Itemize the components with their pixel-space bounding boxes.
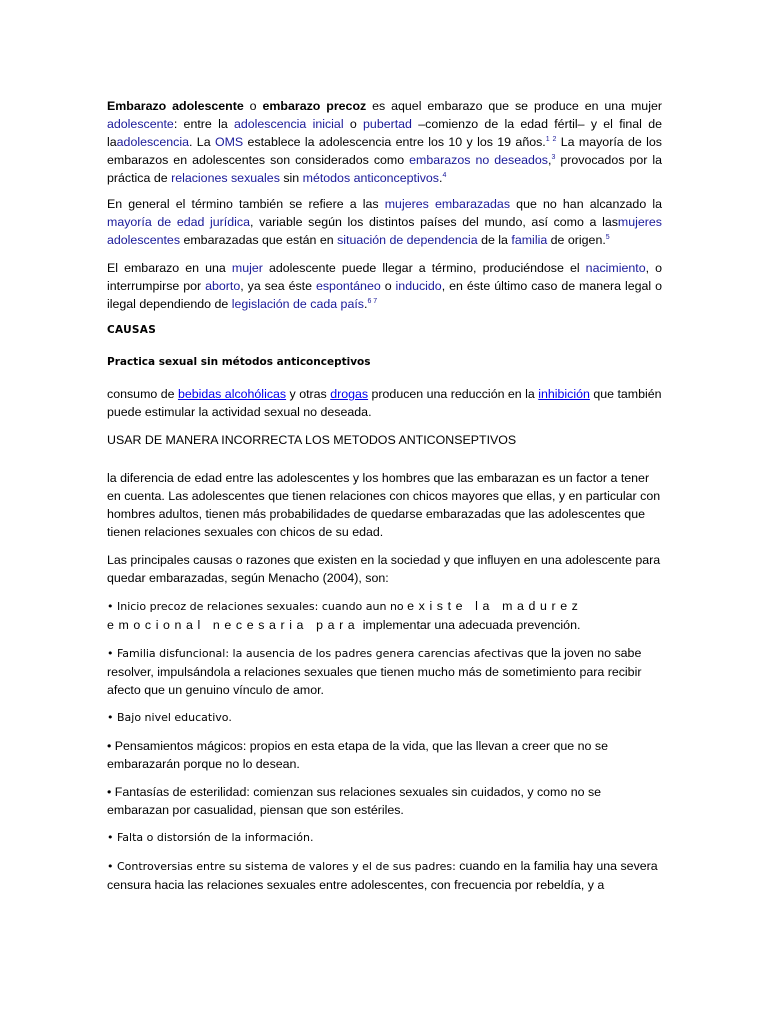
link-mayoria-de-edad[interactable]: mayoría de edad jurídica	[107, 215, 250, 229]
bullet-fantasias-esterilidad: • Fantasías de esterilidad: comienzan sus relaciones sexuales sin cuidados, y como no se embarazan por casualidad, piensan que son estériles.	[107, 785, 602, 817]
footnote-ref[interactable]: 5	[605, 233, 610, 241]
term-embarazo-adolescente: Embarazo adolescente	[107, 99, 244, 113]
link-pubertad[interactable]: pubertad	[363, 117, 412, 131]
footnote-ref[interactable]: 3	[551, 153, 556, 161]
link-inducido[interactable]: inducido	[395, 279, 442, 293]
link-situacion-de-dependencia[interactable]: situación de dependencia	[337, 233, 478, 247]
bullet-pensamientos-magicos: • Pensamientos mágicos: propios en esta etapa de la vida, que las llevan a creer que no se embarazarán porque no lo desean.	[107, 739, 608, 771]
link-adolescencia-inicial[interactable]: adolescencia inicial	[233, 117, 344, 131]
bullet-familia-disfuncional: • Familia disfuncional: la ausencia de los padres genera carencias afectivas que la joven no sabe resolver, impulsándola a relaciones sexuales que tienen mucho más de sometimiento para recibir afecto que un genuino vínculo de amor.	[107, 646, 642, 697]
link-mujer[interactable]: mujer	[231, 261, 263, 275]
heading-usar-metodos: USAR DE MANERA INCORRECTA LOS METODOS ANTICONSEPTIVOS	[107, 433, 517, 447]
section-heading-causas: CAUSAS	[107, 324, 157, 336]
link-mujeres-adolescentes[interactable]: mujeres adolescentes	[107, 215, 662, 247]
bullet-bajo-nivel: • Bajo nivel educativo.	[107, 711, 232, 724]
bullet-controversias: • Controversias entre su sistema de valores y el de sus padres: cuando en la familia hay una severa censura hacia las relaciones sexuales entre adolescentes, con frecuencia por rebeldía, y a	[107, 859, 658, 892]
outcome-paragraph: El embarazo en una mujer adolescente puede llegar a término, produciéndose el nacimiento, o interrumpirse por aborto, ya sea éste espontáneo o inducido, en éste último caso de manera legal o ilegal dependiendo de legislación de cada país.$^{6 7}$	[107, 261, 663, 311]
footnote-ref[interactable]: 4	[442, 171, 447, 179]
bullet-inicio-precoz: • Inicio precoz de relaciones sexuales: cuando aun no existe la madurez emocional necesaria para implementar una adecuada prevención.	[107, 599, 583, 632]
link-espontaneo[interactable]: espontáneo	[315, 279, 381, 293]
link-oms[interactable]: OMS	[214, 135, 244, 149]
link-adolescente[interactable]: adolescente	[107, 117, 174, 131]
link-metodos-anticonceptivos[interactable]: métodos anticonceptivos	[302, 171, 440, 185]
link-bebidas-alcoholicas[interactable]: bebidas alcohólicas	[177, 387, 287, 401]
footnote-ref[interactable]: 6 7	[367, 297, 378, 305]
term-embarazo-precoz: embarazo precoz	[262, 99, 367, 113]
link-embarazos-no-deseados[interactable]: embarazos no deseados	[409, 153, 548, 167]
link-mujeres-embarazadas[interactable]: mujeres embarazadas	[384, 197, 511, 211]
alcohol-paragraph: consumo de bebidas alcohólicas y otras drogas producen una reducción en la inhibición que también puede estimular la actividad sexual no deseada.	[107, 387, 662, 419]
link-adolescencia[interactable]: adolescencia	[116, 135, 189, 149]
main-causes-intro: Las principales causas o razones que existen en la sociedad y que influyen en una adolescente para quedar embarazadas, según Menacho (2004), son:	[107, 553, 661, 585]
subheading-practica-sexual: Practica sexual sin métodos anticonceptivos	[107, 356, 371, 368]
document-page	[107, 97, 662, 894]
link-relaciones-sexuales[interactable]: relaciones sexuales	[171, 171, 280, 185]
definition-paragraph: En general el término también se refiere a las mujeres embarazadas que no han alcanzado la mayoría de edad jurídica, variable según los distintos países del mundo, así como a lasmujeres adolescentes embarazadas que están en situación de dependencia de la familia de origen.$^5$	[107, 197, 662, 247]
link-aborto[interactable]: aborto	[205, 279, 241, 293]
bullet-falta-informacion: • Falta o distorsión de la información.	[107, 831, 314, 844]
link-inhibicion[interactable]: inhibición	[538, 387, 590, 401]
age-difference-paragraph: la diferencia de edad entre las adolescentes y los hombres que las embarazan es un factor a tener en cuenta. Las adolescentes que tienen relaciones con chicos mayores que ellas, y en particular con hombres adultos, tienen más probabilidades de quedarse embarazadas que las adolescentes que tienen relaciones sexuales con chicos de su edad.	[107, 471, 661, 539]
link-nacimiento[interactable]: nacimiento	[585, 261, 646, 275]
intro-paragraph: Embarazo adolescente o embarazo precoz es aquel embarazo que se produce en una mujer adolescente: entre la adolescencia inicial o pubertad –comienzo de la edad fértil– y el final de laadolescencia. La OMS establece la adolescencia entre los 10 y los 19 años.$^{1 2}$ La mayoría de los embarazos en adolescentes son considerados como embarazos no deseados,$^3$ provocados por la práctica de relaciones sexuales sin métodos anticonceptivos.$^4$	[107, 99, 662, 185]
link-familia[interactable]: familia	[511, 233, 548, 247]
link-drogas[interactable]: drogas	[330, 387, 369, 401]
footnote-ref[interactable]: 1 2	[545, 135, 557, 143]
link-legislacion[interactable]: legislación de cada país	[231, 297, 364, 311]
